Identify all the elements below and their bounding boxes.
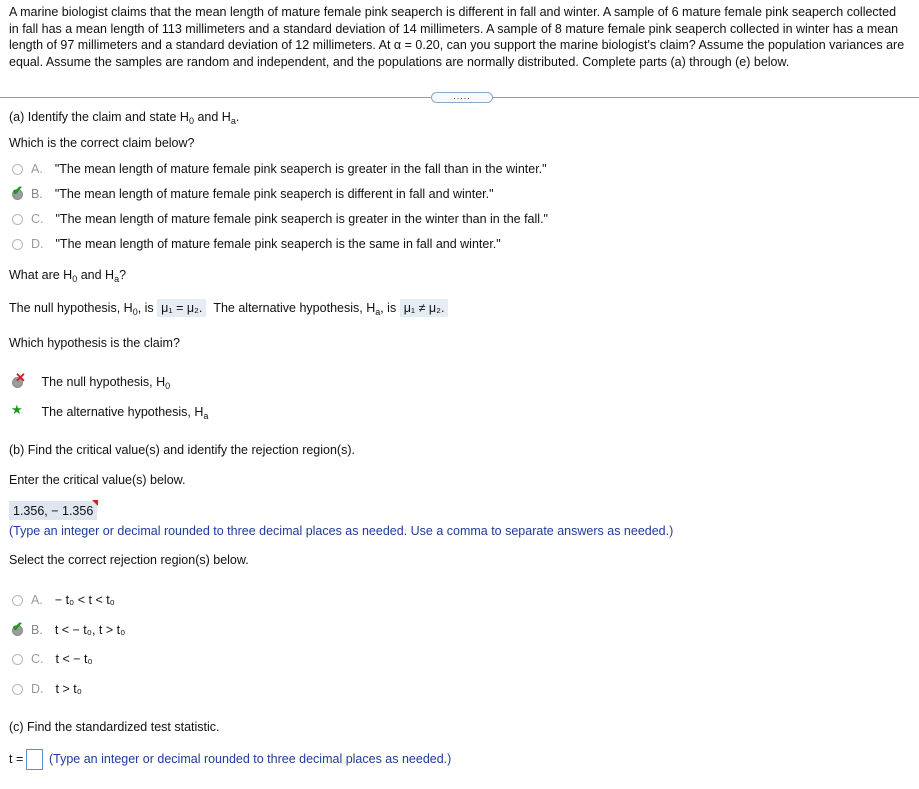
claim-option-a[interactable]: A. "The mean length of mature female pink seaperch is greater in the fall than in the winter." [12, 162, 547, 176]
feedback-flag-icon [92, 500, 98, 506]
claim-hypothesis-question: Which hypothesis is the claim? [9, 336, 180, 350]
checkmark-icon: ✔ [12, 619, 23, 635]
part-a-heading: (a) Identify the claim and state $H_0$ and $H_a$. [9, 110, 240, 126]
problem-statement: A marine biologist claims that the mean length of mature female pink seaperch is different in fall and winter. A sample of 6 mature female pink seaperch collected in fall has a mean length of 113 millimeters and a standard deviation of 14 millimeters. A sample of 8 mature female pink seaperch collected in winter has a mean length of 97 millimeters and a standard deviation of 12 millimeters. At α = 0.20, can you support the marine biologist's claim? Assume the population variances are equal. Assume the samples are random and independent, and the populations are normally distributed. Complete parts (a) through (e) below. [9, 5, 905, 69]
radio-button[interactable] [12, 654, 23, 665]
radio-button[interactable] [12, 684, 23, 695]
part-c-heading: (c) Find the standardized test statistic. [9, 720, 220, 734]
part-b-heading: (b) Find the critical value(s) and identify the rejection region(s). [9, 443, 355, 457]
test-statistic-hint: (Type an integer or decimal rounded to three decimal places as needed.) [49, 752, 452, 766]
claim-option-d[interactable]: D. "The mean length of mature female pink seaperch is the same in fall and winter." [12, 237, 501, 251]
hypotheses-statement: The null hypothesis, $H_0$, is μ₁ = μ₂. The alternative hypothesis, $H_a$, is μ₁ ≠ μ₂. [9, 301, 448, 315]
alternative-hypothesis-answer[interactable]: μ₁ ≠ μ₂. [400, 299, 449, 317]
radio-button[interactable] [12, 239, 23, 250]
checkmark-icon: ✔ [12, 183, 23, 199]
region-option-a[interactable]: A. − t₀ < t < t₀ [12, 593, 115, 607]
claim-option-c[interactable]: C. "The mean length of mature female pink seaperch is greater in the winter than in the fall." [12, 212, 548, 226]
critical-value-answer: 1.356, − 1.356 [13, 504, 94, 518]
claim-option-b[interactable]: ✔ B. "The mean length of mature female pink seaperch is different in fall and winter." [12, 183, 494, 201]
region-option-c[interactable]: C. t < − t₀ [12, 652, 93, 666]
region-option-d[interactable]: D. t > t₀ [12, 682, 82, 696]
critical-value-hint: (Type an integer or decimal rounded to three decimal places as needed. Use a comma to separate answers as needed.) [9, 524, 674, 538]
rejection-region-prompt: Select the correct rejection region(s) below. [9, 553, 249, 567]
critical-value-prompt: Enter the critical value(s) below. [9, 473, 186, 487]
wrong-x-icon: ✕ [15, 370, 26, 386]
hypotheses-question: What are $H_0$ and $H_a$? [9, 268, 127, 284]
test-statistic-input[interactable] [26, 749, 43, 770]
region-option-b[interactable]: ✔ B. t < − t₀, t > t₀ [12, 619, 126, 637]
claim-null-option[interactable]: ✕ The null hypothesis, $H_0$ [12, 375, 170, 389]
critical-value-answer-box[interactable] [9, 501, 97, 520]
radio-button[interactable] [12, 214, 23, 225]
t-label: t = [9, 752, 24, 766]
correct-star-icon: ★ [11, 402, 23, 418]
claim-question: Which is the correct claim below? [9, 136, 195, 150]
radio-button[interactable] [12, 164, 23, 175]
claim-alternative-option[interactable]: ★ The alternative hypothesis, $H_a$ [11, 402, 209, 421]
null-hypothesis-answer[interactable]: μ₁ = μ₂. [157, 299, 206, 317]
expand-toggle-button[interactable]: ..... [431, 92, 493, 103]
radio-button[interactable] [12, 595, 23, 606]
